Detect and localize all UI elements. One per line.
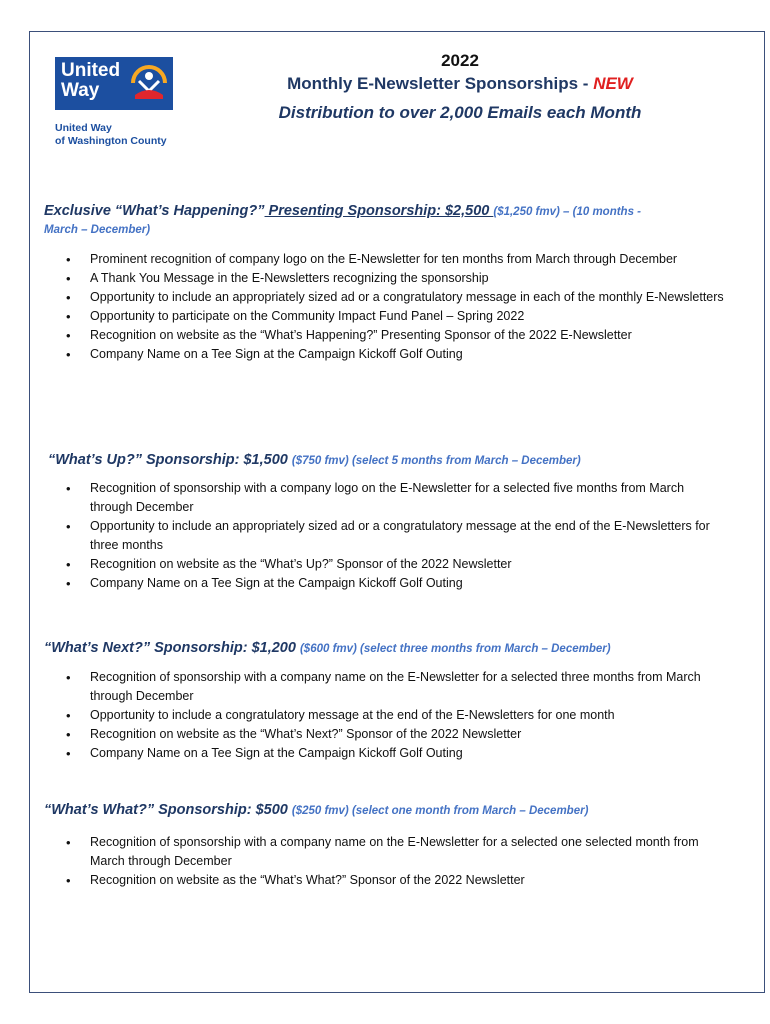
section-whats-what [44,800,724,890]
list-item: • Recognition of sponsorship with a company name on the E-Newsletter for a selected three months from March through December [44,668,724,706]
united-way-logo [55,57,173,110]
list-item: • A Thank You Message in the E-Newsletters recognizing the sponsorship [44,269,724,288]
list-item: • Opportunity to include an appropriately sized ad or a congratulatory message in each of the monthly E-Newsletters [44,288,724,307]
section-heading [48,450,728,471]
document-header [200,50,720,126]
section-whats-next [44,638,724,763]
header-year: 2022 [441,51,479,70]
section-heading-text: “What’s Up?” Sponsorship: $1,500 [48,452,292,468]
section-heading-text: “What’s Next?” Sponsorship: $1,200 [44,640,300,656]
section-fmv: ($750 fmv) (select 5 months from March – December) [291,455,581,467]
list-item: • Prominent recognition of company logo on the E-Newsletter for ten months from March through December [44,250,724,269]
logo-subtitle [55,122,167,148]
section-heading-text: “What’s What?” Sponsorship: $500 [44,802,292,818]
section-heading [44,638,724,659]
list-item: • Company Name on a Tee Sign at the Campaign Kickoff Golf Outing [44,345,724,364]
new-badge: NEW [593,74,633,93]
section-heading [44,800,724,821]
list-item: • Recognition on website as the “What’s What?” Sponsor of the 2022 Newsletter [44,871,724,890]
list-item: • Company Name on a Tee Sign at the Campaign Kickoff Golf Outing [44,574,728,593]
list-item: • Recognition on website as the “What’s Next?” Sponsor of the 2022 Newsletter [44,725,724,744]
list-item: • Recognition on website as the “What’s Up?” Sponsor of the 2022 Newsletter [44,555,728,574]
logo-subtitle-line1: United Way [55,122,112,134]
header-distribution: Distribution to over 2,000 Emails each Month [278,103,642,122]
list-item: • Recognition of sponsorship with a company name on the E-Newsletter for a selected one selected month from March through December [44,833,724,871]
section-heading-pre: Exclusive “What’s Happening?” [44,203,265,219]
list-item: • Opportunity to include a congratulatory message at the end of the E-Newsletters for one month [44,706,724,725]
list-item: • Company Name on a Tee Sign at the Campaign Kickoff Golf Outing [44,744,724,763]
section-whats-up [48,450,728,593]
section-heading-post: Presenting Sponsorship: $2,500 [264,203,494,219]
section-heading [44,201,724,222]
logo-word-way: Way [61,80,100,101]
header-title-text: Monthly E-Newsletter Sponsorships - [287,74,594,93]
list-item: • Opportunity to include an appropriately sized ad or a congratulatory message at the end of the E-Newsletters for three months [44,517,728,555]
bullet-list [44,479,728,593]
united-way-emblem-icon [131,63,167,103]
section-fmv: ($250 fmv) (select one month from March – December) [291,805,589,817]
logo-subtitle-line2: of Washington County [55,135,167,147]
section-whats-happening [44,201,724,364]
logo-word-united: United [61,60,121,81]
bullet-list [44,833,724,890]
section-fmv: ($1,250 fmv) – (10 months - [493,206,641,218]
list-item: • Opportunity to participate on the Community Impact Fund Panel – Spring 2022 [44,307,724,326]
header-title [200,72,720,96]
section-fmv-line2: March – December) [44,224,151,236]
list-item: • Recognition on website as the “What’s Happening?” Presenting Sponsor of the 2022 E-Newsletter [44,326,724,345]
bullet-list [44,668,724,763]
section-fmv: ($600 fmv) (select three months from March – December) [299,643,611,655]
bullet-list [44,250,724,364]
list-item: • Recognition of sponsorship with a company logo on the E-Newsletter for a selected five months from March through December [44,479,728,517]
